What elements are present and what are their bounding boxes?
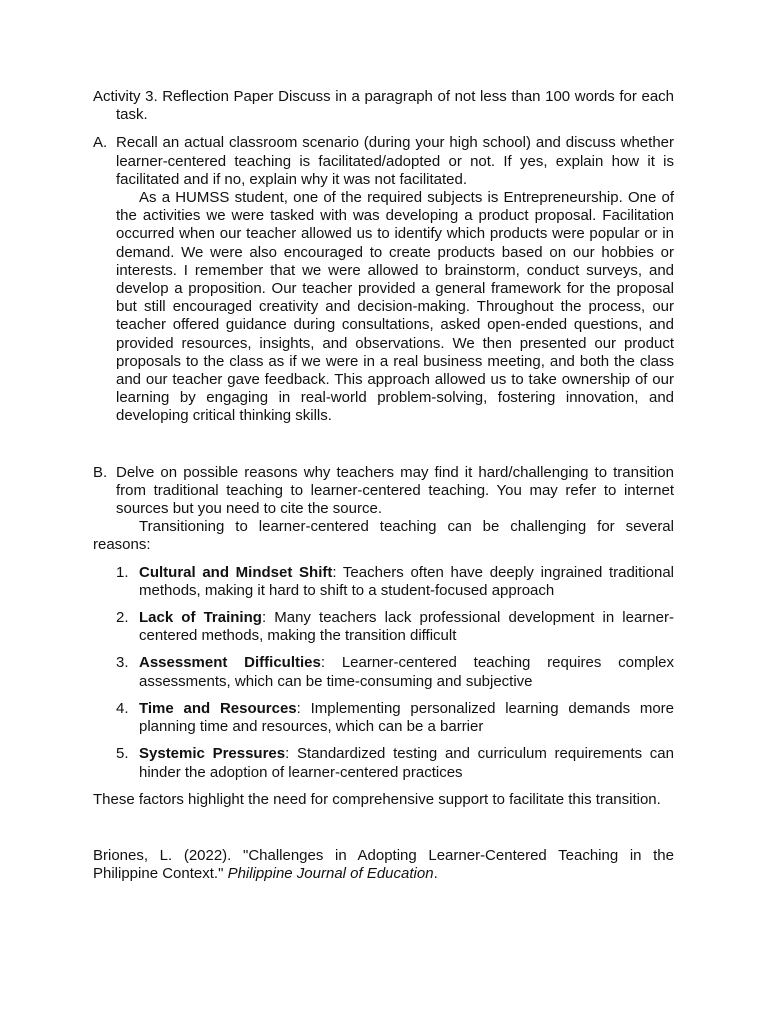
list-item-number: 3. (116, 654, 129, 672)
section-b-prompt-text: Delve on possible reasons why teachers may find it hard/challenging to transition from traditional teaching to learner-centered teaching. You may refer to internet sources but you need to cite the source. (116, 463, 674, 518)
section-b-intro: Transitioning to learner-centered teaching can be challenging for several reasons: (93, 518, 674, 554)
activity-heading: Activity 3. Reflection Paper Discuss in a paragraph of not less than 100 words for each task. (93, 88, 674, 124)
list-item-term: Time and Resources (139, 699, 297, 717)
reasons-list (93, 564, 674, 782)
list-item-term: Systemic Pressures (139, 745, 286, 763)
section-a-prompt (93, 134, 674, 189)
list-item (93, 609, 674, 645)
reference-end: . (433, 865, 438, 883)
list-item (93, 654, 674, 690)
list-item-text: : Implementing personalized learning demands more planning time and resources, which can be a barrier (139, 699, 675, 736)
list-item-number: 2. (116, 609, 129, 627)
list-item-text: : Standardized testing and curriculum requirements can hinder the adoption of learner-centered practices (139, 745, 674, 781)
list-item (93, 700, 674, 736)
list-item-text: : Teachers often have deeply ingrained traditional methods, making it hard to shift to a student-focused approach (139, 563, 674, 599)
document-page (93, 88, 674, 883)
list-item-number: 1. (116, 563, 129, 581)
reference-journal: Philippine Journal of Education (227, 865, 434, 883)
list-item-term: Cultural and Mindset Shift (139, 563, 333, 581)
section-a-answer: As a HUMSS student, one of the required subjects is Entrepreneurship. One of the activities we were tasked with was developing a product proposal. Facilitation occurred when our teacher allowed us to identify which products were popular or in demand. We were also encouraged to create products based on our hobbies or interests. I remember that we were allowed to brainstorm, conduct surveys, and develop a proposition. Our teacher provided a general framework for the proposal but still encouraged creativity and decision-making. Throughout the process, our teacher offered guidance during consultations, asked open-ended questions, and provided resources, insights, and observations. We then presented our product proposals to the class as if we were in a real business meeting, and both the class and our teacher gave feedback. This approach allowed us to take ownership of our learning by engaging in real-world problem-solving, fostering innovation, and developing critical thinking skills. (116, 189, 674, 425)
list-item (93, 564, 674, 600)
section-b (93, 464, 674, 809)
list-item-term: Assessment Difficulties (139, 654, 321, 672)
list-item-number: 5. (116, 745, 129, 763)
section-b-conclusion: These factors highlight the need for comprehensive support to facilitate this transition. (93, 790, 661, 808)
section-a-label: A. (93, 134, 108, 152)
list-item (93, 745, 674, 781)
section-b-label: B. (93, 463, 108, 481)
section-b-prompt (93, 464, 674, 519)
list-item-text: : Learner-centered teaching requires complex assessments, which can be time-consuming and subjective (139, 654, 675, 690)
list-item-number: 4. (116, 699, 129, 717)
section-a (93, 134, 674, 425)
reference-text: Briones, L. (2022). "Challenges in Adopting Learner-Centered Teaching in the Philippine Context." (93, 846, 674, 883)
list-item-text: : Many teachers lack professional development in learner-centered methods, making the transition difficult (139, 609, 674, 645)
section-a-prompt-text: Recall an actual classroom scenario (during your high school) and discuss whether learner-centered teaching is facilitated/adopted or not. If yes, explain how it is facilitated and if no, explain why it was not facilitated. (116, 134, 674, 188)
list-item-term: Lack of Training (139, 609, 262, 627)
reference-citation (93, 847, 674, 883)
